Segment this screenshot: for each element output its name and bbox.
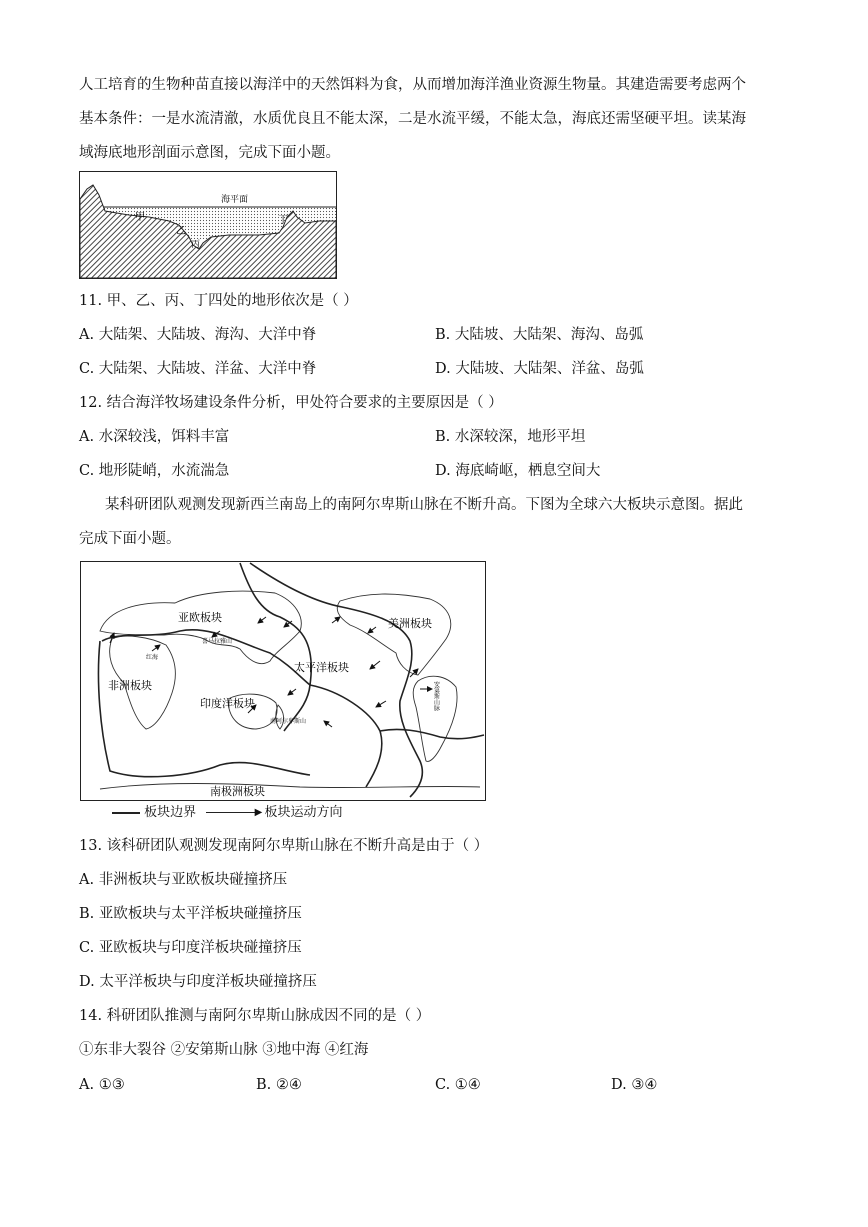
intro2-line-2: 完成下面小题。: [79, 531, 181, 547]
q12-option-d: D. 海底崎岖，栖息空间大: [435, 463, 601, 479]
label-african-plate: 非洲板块: [108, 679, 152, 692]
q13-stem: 13. 该科研团队观测发现南阿尔卑斯山脉在不断升高是由于（ ）: [79, 838, 489, 854]
label-southern-alps: 南阿尔卑斯山: [270, 718, 307, 725]
q14-option-d: D. ③④: [611, 1077, 658, 1093]
plates-map-figure: [80, 561, 486, 801]
q11-option-b: B. 大陆坡、大陆架、海沟、岛弧: [435, 327, 644, 343]
legend-motion-swatch: [206, 807, 263, 818]
q11-option-d: D. 大陆坡、大陆架、洋盆、岛弧: [435, 361, 644, 377]
legend-motion-label: 板块运动方向: [264, 805, 343, 820]
intro2-line-1: 某科研团队观测发现新西兰南岛上的南阿尔卑斯山脉在不断升高。下图为全球六大板块示意图。据此: [105, 497, 743, 513]
q14-option-c: C. ①④: [435, 1077, 481, 1093]
q14-option-b: B. ②④: [256, 1077, 302, 1093]
q11-stem: 11. 甲、乙、丙、丁四处的地形依次是（ ）: [79, 293, 358, 309]
legend-boundary-swatch: [112, 812, 140, 814]
label-antarctic-plate: 南极洲板块: [210, 785, 265, 798]
intro-line-1: 人工培育的生物种苗直接以海洋中的天然饵料为食，从而增加海洋渔业资源生物量。其建造需要考虑两个: [79, 77, 746, 93]
sea-level-label: 海平面: [221, 195, 249, 205]
q14-items: ①东非大裂谷 ②安第斯山脉 ③地中海 ④红海: [79, 1042, 369, 1058]
q12-option-b: B. 水深较深，地形平坦: [435, 429, 586, 445]
label-andes: 安第斯山脉: [432, 681, 440, 711]
q14-stem: 14. 科研团队推测与南阿尔卑斯山脉成因不同的是（ ）: [79, 1008, 431, 1024]
intro-line-2: 基本条件：一是水流清澈，水质优良且不能太深，二是水流平缓，不能太急，海底还需坚硬平坦。读某海: [79, 111, 746, 127]
q13-option-c: C. 亚欧板块与印度洋板块碰撞挤压: [79, 940, 302, 956]
q12-option-c: C. 地形陡峭，水流湍急: [79, 463, 230, 479]
plates-map-svg: [80, 561, 486, 801]
q12-option-a: A. 水深较浅，饵料丰富: [79, 429, 230, 445]
q13-option-b: B. 亚欧板块与太平洋板块碰撞挤压: [79, 906, 302, 922]
intro-line-3: 域海底地形剖面示意图，完成下面小题。: [79, 145, 340, 161]
seafloor-profile-figure: [79, 171, 337, 279]
q11-option-a: A. 大陆架、大陆坡、海沟、大洋中脊: [79, 327, 317, 343]
legend-arrowhead-icon: ▶: [254, 807, 263, 818]
seafloor-profile-svg: [79, 171, 337, 279]
label-ding: 丁: [278, 215, 288, 226]
label-bing: 丙: [191, 240, 201, 250]
label-red-sea: 红海: [146, 654, 159, 661]
label-jia: 甲: [135, 212, 145, 223]
label-indian-plate: 印度洋板块: [200, 697, 255, 710]
label-himalaya: 喜马拉雅山: [202, 638, 233, 645]
q11-option-c: C. 大陆架、大陆坡、洋盆、大洋中脊: [79, 361, 317, 377]
q14-option-a: A. ①③: [79, 1077, 125, 1093]
map-legend: [112, 801, 342, 820]
q13-option-d: D. 太平洋板块与印度洋板块碰撞挤压: [79, 974, 317, 990]
q13-option-a: A. 非洲板块与亚欧板块碰撞挤压: [79, 872, 288, 888]
label-yi: 乙: [176, 226, 186, 237]
q12-stem: 12. 结合海洋牧场建设条件分析，甲处符合要求的主要原因是（ ）: [79, 395, 503, 411]
label-american-plate: 美洲板块: [388, 617, 432, 630]
legend-boundary-label: 板块边界: [144, 805, 197, 820]
label-eurasian-plate: 亚欧板块: [178, 611, 222, 624]
label-pacific-plate: 太平洋板块: [294, 661, 349, 674]
